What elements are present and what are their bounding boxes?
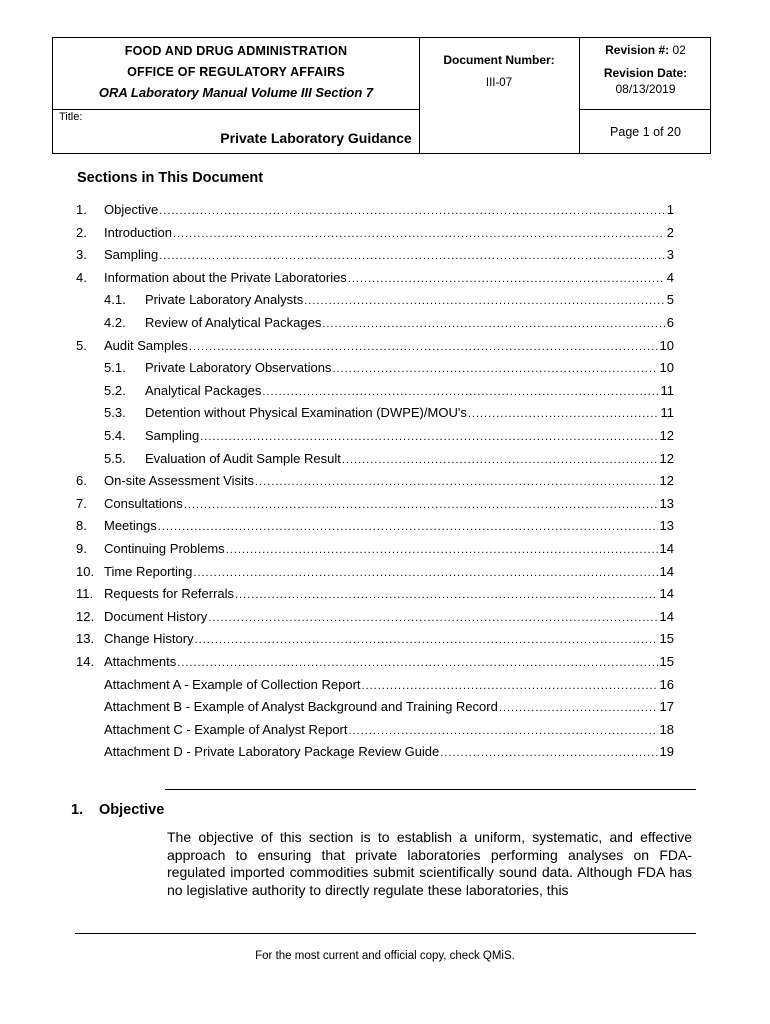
section-divider — [165, 789, 696, 790]
toc-entry-title: Requests for Referrals — [104, 586, 235, 602]
toc-entry-title: Detention without Physical Examination (DWPE)/MOU's — [145, 405, 467, 421]
toc-entry[interactable] — [104, 315, 674, 333]
toc-leader-dots — [342, 454, 658, 466]
toc-entry[interactable] — [104, 699, 674, 717]
toc-leader-dots — [322, 318, 664, 330]
toc-leader-dots — [208, 612, 657, 624]
section-paragraph: The objective of this section is to establish a uniform, systematic, and effective approach to ensuring that private laboratories performing analyses on FDA-regulated imported commodities submit scientifically sound data. Although FDA has no legislative authority to directly regulate these laboratories, this — [167, 829, 692, 898]
toc-entry-number: 4.1. — [104, 292, 126, 308]
header-divider — [53, 109, 419, 110]
toc-entry-page: 12 — [659, 450, 674, 466]
toc-entry-number: 3. — [76, 247, 87, 263]
toc-entry-number: 14. — [76, 654, 95, 669]
toc-entry-page: 10 — [659, 337, 674, 353]
toc-entry-page: 2 — [666, 224, 674, 240]
toc-leader-dots — [158, 521, 658, 533]
toc-entry-number: 4. — [76, 269, 87, 285]
toc-entry[interactable] — [76, 609, 674, 627]
toc-leader-dots — [193, 567, 657, 579]
toc-entry-number: 4.2. — [104, 315, 126, 330]
toc-entry[interactable] — [104, 744, 674, 762]
section-heading: 1. Objective — [71, 802, 165, 818]
toc-entry[interactable] — [76, 541, 674, 559]
toc-entry[interactable] — [104, 428, 674, 446]
toc-entry-page: 10 — [659, 360, 674, 376]
toc-leader-dots — [262, 386, 658, 398]
toc-leader-dots — [235, 589, 657, 601]
toc-entry[interactable] — [76, 202, 674, 220]
toc-entry-number: 5.5. — [104, 450, 126, 466]
toc-entry[interactable] — [104, 722, 674, 740]
toc-leader-dots — [349, 725, 658, 737]
toc-entry[interactable] — [76, 631, 674, 649]
header-divider — [579, 109, 711, 110]
toc-leader-dots — [440, 747, 657, 759]
toc-entry-page: 4 — [666, 269, 674, 285]
toc-entry[interactable] — [104, 292, 674, 310]
toc-entry-title: Time Reporting — [104, 563, 193, 579]
toc-leader-dots — [173, 228, 665, 240]
toc-entry-title: Sampling — [104, 247, 159, 263]
footer-divider — [75, 933, 696, 934]
toc-entry-title: Continuing Problems — [104, 541, 225, 556]
toc-entry-title: Private Laboratory Observations — [145, 360, 332, 376]
document-number-label: Document Number: — [443, 53, 555, 67]
toc-entry-page: 15 — [659, 654, 674, 669]
document-header — [52, 37, 711, 154]
toc-entry-number: 13. — [76, 631, 95, 647]
toc-entry-title: Objective — [104, 202, 159, 217]
toc-entry-title: Consultations — [104, 495, 183, 511]
document-number: III-07 — [485, 77, 513, 89]
toc-leader-dots — [189, 341, 658, 353]
toc-entry-page: 1 — [666, 202, 674, 217]
toc-leader-dots — [200, 431, 657, 443]
toc-entry[interactable] — [76, 654, 674, 672]
toc-entry-title: Attachment B - Example of Analyst Background and Training Record — [104, 699, 498, 715]
toc-entry-page: 11 — [660, 382, 674, 398]
manual-name: ORA Laboratory Manual Volume III Section 7 — [98, 85, 374, 100]
toc-entry-title: Attachment D - Private Laboratory Package Review Guide — [104, 744, 440, 760]
footer-note: For the most current and official copy, check QMiS. — [255, 950, 515, 962]
toc-entry-title: Attachments — [104, 654, 177, 669]
toc-leader-dots — [159, 250, 665, 262]
toc-entry-title: Analytical Packages — [145, 382, 262, 398]
toc-entry-page: 13 — [659, 495, 674, 511]
toc-leader-dots — [184, 499, 658, 511]
toc-entry-number: 8. — [76, 518, 87, 534]
toc-entry-title: Evaluation of Audit Sample Result — [145, 450, 341, 466]
toc-entry-page: 3 — [666, 247, 674, 263]
toc-entry[interactable] — [76, 473, 674, 491]
toc-leader-dots — [348, 273, 665, 285]
toc-leader-dots — [226, 544, 658, 556]
toc-entry-title: Document History — [104, 608, 208, 624]
toc-entry-title: Introduction — [104, 224, 172, 240]
toc-entry[interactable] — [104, 360, 674, 378]
toc-entry[interactable] — [104, 451, 674, 469]
toc-entry[interactable] — [76, 496, 674, 514]
toc-entry-number: 5.3. — [104, 405, 126, 421]
office-name: OFFICE OF REGULATORY AFFAIRS — [127, 65, 345, 79]
title-label: Title: — [59, 111, 83, 123]
toc-entry[interactable] — [76, 225, 674, 243]
toc-entry-number: 2. — [76, 224, 87, 240]
toc-leader-dots — [195, 634, 658, 646]
toc-entry-title: Private Laboratory Analysts — [145, 292, 304, 308]
toc-entry-title: On-site Assessment Visits — [104, 473, 255, 489]
toc-entry[interactable] — [104, 405, 674, 423]
revision-number: Revision #: 02 — [605, 43, 686, 57]
toc-entry[interactable] — [76, 586, 674, 604]
toc-entry[interactable] — [76, 338, 674, 356]
toc-entry[interactable] — [76, 564, 674, 582]
toc-entry-page: 14 — [659, 563, 674, 579]
toc-heading: Sections in This Document — [77, 170, 264, 186]
toc-entry-page: 12 — [659, 428, 674, 443]
toc-entry-title: Sampling — [145, 428, 200, 443]
agency-name: FOOD AND DRUG ADMINISTRATION — [124, 44, 348, 58]
toc-entry-number: 5. — [76, 337, 87, 353]
toc-entry-page: 19 — [659, 744, 674, 760]
toc-leader-dots — [362, 680, 658, 692]
toc-entry-number: 1. — [76, 202, 87, 217]
toc-entry-page: 6 — [666, 315, 674, 330]
toc-entry-page: 15 — [659, 631, 674, 647]
toc-leader-dots — [499, 702, 658, 714]
toc-entry-page: 17 — [659, 699, 674, 715]
toc-entry-number: 5.2. — [104, 382, 126, 398]
page-number: Page 1 of 20 — [610, 125, 681, 139]
toc-entry-title: Meetings — [104, 518, 157, 534]
toc-entry-page: 14 — [659, 608, 674, 624]
toc-entry[interactable] — [104, 677, 674, 695]
toc-leader-dots — [177, 657, 657, 669]
toc-entry-page: 16 — [659, 676, 674, 692]
toc-entry-number: 10. — [76, 563, 95, 579]
toc-leader-dots — [159, 205, 665, 217]
toc-entry-number: 11. — [76, 586, 94, 602]
toc-entry-title: Audit Samples — [104, 337, 188, 353]
toc-entry-title: Review of Analytical Packages — [145, 315, 322, 330]
toc-entry-number: 6. — [76, 473, 87, 489]
toc-entry-page: 14 — [659, 586, 674, 602]
toc-leader-dots — [255, 476, 657, 488]
toc-entry-number: 5.1. — [104, 360, 126, 376]
toc-entry-number: 12. — [76, 608, 95, 624]
toc-entry-number: 9. — [76, 541, 87, 556]
toc-entry-page: 13 — [659, 518, 674, 534]
toc-entry[interactable] — [104, 383, 674, 401]
document-title: Private Laboratory Guidance — [220, 130, 412, 146]
toc-entry-title: Information about the Private Laboratories — [104, 269, 347, 285]
revision-date-label: Revision Date: — [603, 66, 688, 80]
toc-entry-number: 7. — [76, 495, 87, 511]
toc-entry[interactable] — [76, 247, 674, 265]
toc-entry-page: 18 — [659, 721, 674, 737]
revision-date: 08/13/2019 — [615, 82, 676, 96]
toc-leader-dots — [304, 295, 665, 307]
toc-entry-page: 11 — [660, 405, 674, 421]
toc-entry-page: 14 — [659, 541, 674, 556]
toc-entry[interactable] — [76, 270, 674, 288]
toc-leader-dots — [332, 363, 657, 375]
toc-entry-title: Change History — [104, 631, 194, 647]
toc-leader-dots — [468, 408, 659, 420]
toc-entry-title: Attachment A - Example of Collection Report — [104, 676, 361, 692]
toc-entry[interactable] — [76, 518, 674, 536]
toc-entry-page: 5 — [666, 292, 674, 308]
toc-entry-number: 5.4. — [104, 428, 126, 443]
toc-entry-page: 12 — [659, 473, 674, 489]
toc-entry-title: Attachment C - Example of Analyst Report — [104, 721, 348, 737]
